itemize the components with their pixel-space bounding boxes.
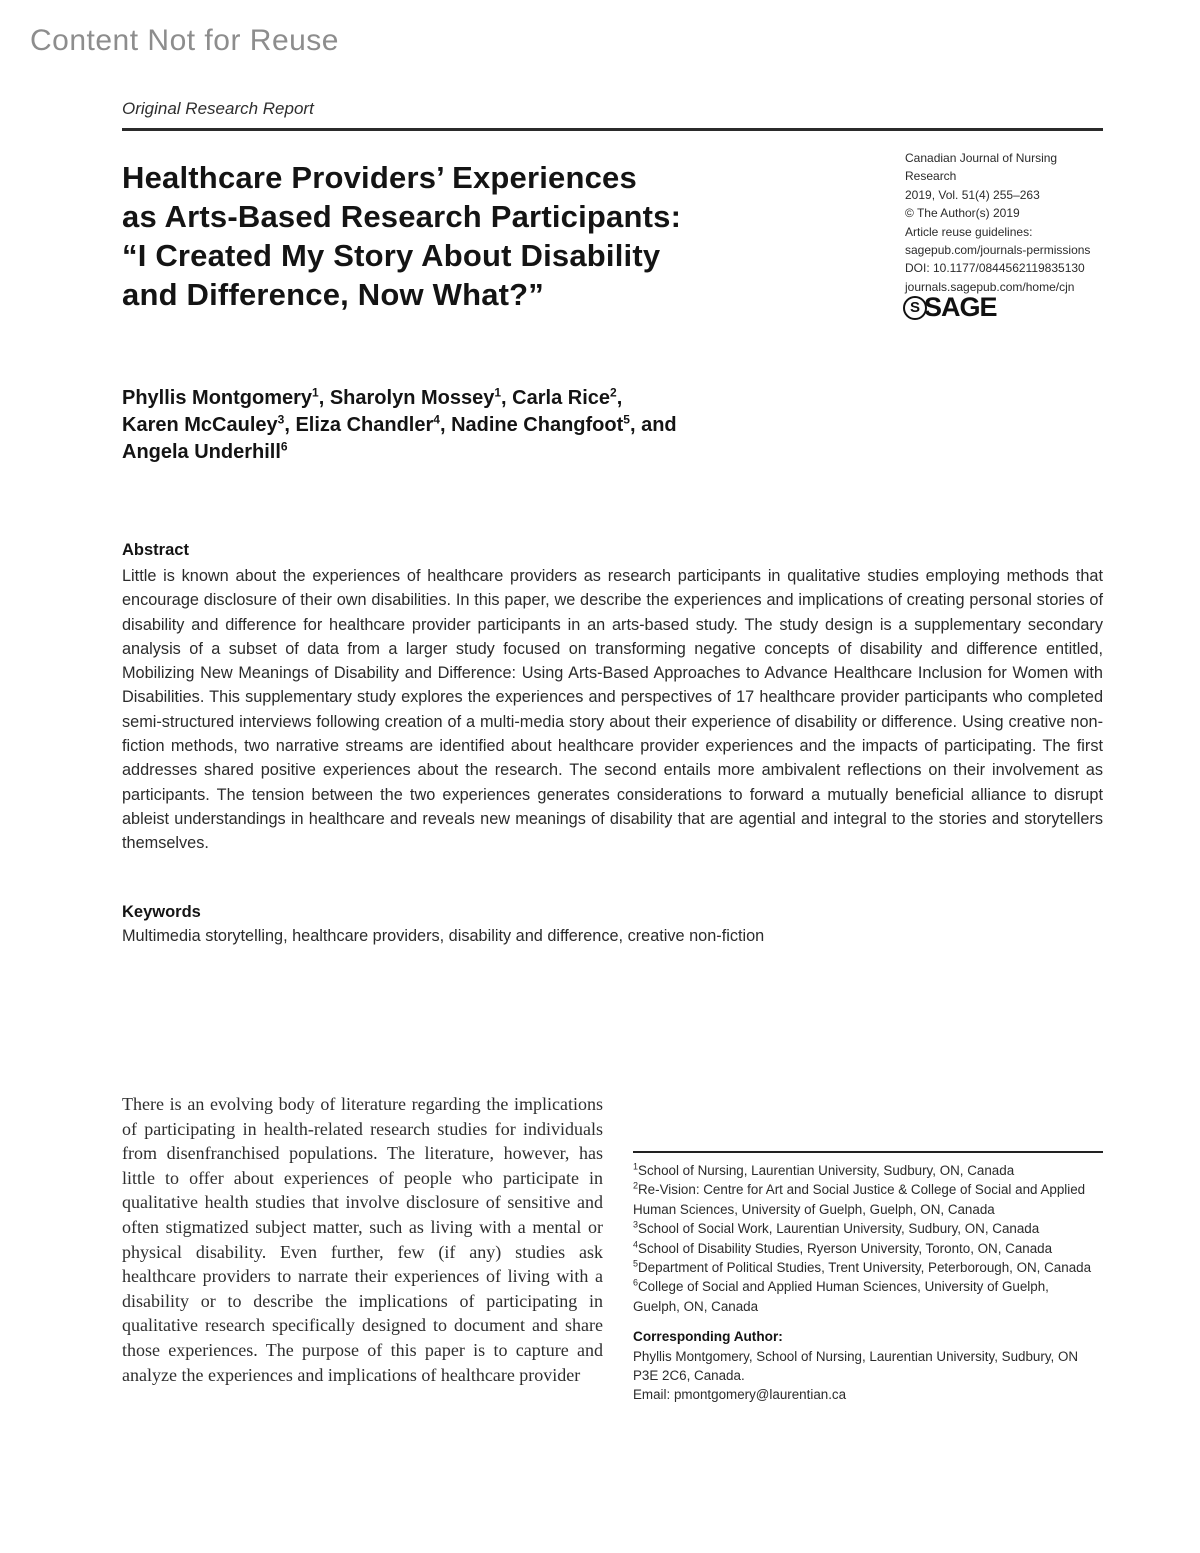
author-affiliation-mark: 3 xyxy=(277,412,285,427)
author-name: Carla Rice xyxy=(512,387,611,409)
affiliation-footnote xyxy=(633,1239,1095,1258)
author-name: Karen McCauley xyxy=(122,414,278,436)
author-name: Phyllis Montgomery xyxy=(122,387,313,409)
journal-name-line: Canadian Journal of Nursing xyxy=(905,151,1058,165)
author-name: Nadine Changfoot xyxy=(451,414,624,436)
author-name: Sharolyn Mossey xyxy=(329,387,495,409)
author-line xyxy=(122,439,882,466)
footnotes-block xyxy=(633,1161,1095,1405)
body-paragraph: There is an evolving body of literature regarding the implications of participating in health-related research studies for individuals from disenfranchised populations. The literature, however, has little to offer about experiences of people who participate in qualitative health studies that involve disclosure of sensitive and often stigmatized subject matter, such as living with a mental or physical disability. Even further, few (if any) studies ask healthcare providers to narrate their experiences of living with a disability or to describe the implications of participating in qualitative research specifically designed to document and share those experiences. The purpose of this paper is to capture and analyze the experiences and implications of healthcare provider xyxy=(122,1094,603,1385)
footnote-text: Re-Vision: Centre for Art and Social Justice & College of Social and Applied Human Sciences, University of Guelph, Guelph, ON, Canada xyxy=(633,1182,1086,1217)
author-separator: , and xyxy=(629,414,677,436)
watermark: Content Not for Reuse xyxy=(30,24,339,57)
author-affiliation-mark: 1 xyxy=(494,385,502,400)
affiliation-footnote xyxy=(633,1258,1095,1277)
journal-homepage-link[interactable]: journals.sagepub.com/home/cjn xyxy=(905,279,1075,294)
footnote-text: School of Social Work, Laurentian University, Sudbury, ON, Canada xyxy=(638,1221,1040,1237)
journal-volume-line: 2019, Vol. 51(4) 255–263 xyxy=(905,187,1040,202)
corresponding-author-text: Phyllis Montgomery, School of Nursing, Laurentian University, Sudbury, ON P3E 2C6, Canada. xyxy=(633,1348,1079,1384)
footnote-mark: 1 xyxy=(633,1161,639,1172)
affiliation-footnote xyxy=(633,1219,1095,1238)
author-separator: , xyxy=(616,387,623,409)
author-separator: , xyxy=(501,387,513,409)
author-list xyxy=(122,385,882,466)
journal-citation-block xyxy=(905,149,1127,296)
author-line xyxy=(122,412,882,439)
abstract-heading: Abstract xyxy=(122,541,189,559)
author-separator: , xyxy=(318,387,330,409)
author-affiliation-mark: 4 xyxy=(433,412,440,427)
footnote-mark: 6 xyxy=(633,1277,639,1288)
author-affiliation-mark: 5 xyxy=(623,412,630,427)
author-affiliation-mark: 2 xyxy=(610,385,617,400)
article-title xyxy=(122,158,882,314)
article-type-label: Original Research Report xyxy=(122,99,314,118)
author-affiliation-mark: 1 xyxy=(312,385,319,400)
footnote-text: School of Nursing, Laurentian University, Sudbury, ON, Canada xyxy=(638,1163,1015,1178)
journal-copyright-line: © The Author(s) 2019 xyxy=(905,206,1020,221)
keywords-heading: Keywords xyxy=(122,903,201,921)
footnote-rule xyxy=(633,1151,1103,1153)
journal-permissions-link[interactable]: sagepub.com/journals-permissions xyxy=(905,243,1091,258)
sage-logo xyxy=(903,292,997,323)
title-line: Healthcare Providers’ Experiences xyxy=(122,160,637,195)
journal-reuse-line: Article reuse guidelines: xyxy=(905,224,1033,239)
footnote-mark: 5 xyxy=(633,1258,639,1269)
footnote-text: College of Social and Applied Human Sciences, University of Guelph, Guelph, ON, Canada xyxy=(633,1279,1049,1314)
footnote-mark: 4 xyxy=(633,1239,639,1250)
header-rule xyxy=(122,128,1103,131)
title-line: as Arts-Based Research Participants: xyxy=(122,199,682,234)
affiliation-footnote xyxy=(633,1277,1095,1316)
footnote-text: Department of Political Studies, Trent University, Peterborough, ON, Canada xyxy=(638,1260,1092,1276)
footnote-text: School of Disability Studies, Ryerson University, Toronto, ON, Canada xyxy=(638,1240,1053,1256)
corresponding-author-heading: Corresponding Author: xyxy=(633,1329,783,1345)
email-label: Email: xyxy=(633,1387,674,1403)
footnote-mark: 2 xyxy=(633,1180,639,1191)
author-name: Eliza Chandler xyxy=(295,414,434,436)
title-line: “I Created My Story About Disability xyxy=(122,238,661,273)
email-link[interactable]: pmontgomery@laurentian.ca xyxy=(673,1387,847,1403)
keywords-text: Multimedia storytelling, healthcare providers, disability and difference, creative non-fiction xyxy=(122,927,765,945)
sage-logo-text: SAGE xyxy=(924,292,997,322)
author-affiliation-mark: 6 xyxy=(280,439,288,454)
title-line: and Difference, Now What?” xyxy=(122,277,545,312)
author-name: Angela Underhill xyxy=(122,441,281,463)
affiliation-footnote xyxy=(633,1161,1095,1180)
corresponding-author-email-line xyxy=(633,1385,1095,1404)
abstract-text: Little is known about the experiences of healthcare providers as research participants in qualitative studies employing methods that encourage disclosure of their own disabilities. In this paper, we describe the experiences and implications of creating personal stories of disability and difference for healthcare provider participants in an arts-based study. The study design is a supplementary secondary analysis of a subset of data from a larger study focused on transforming negative concepts of disability and difference entitled, Mobilizing New Meanings of Disability and Difference: Using Arts-Based Approaches to Advance Healthcare Inclusion for Women with Disabilities. This supplementary study explores the experiences and perspectives of 17 healthcare provider participants who completed semi-structured interviews following creation of a multi-media story about their experience of disability or difference. Using creative non-fiction methods, two narrative streams are identified about healthcare provider experiences and the impacts of participating. The first addresses shared positive experiences about the research. The second entails more ambivalent reflections on their involvement as participants. The tension between the two experiences generates considerations to forward a mutually beneficial alliance to disrupt ableist understandings in healthcare and reveals new meanings of disability that are agential and integral to the stories and storytellers themselves. xyxy=(122,567,1103,853)
journal-doi-line: DOI: 10.1177/0844562119835130 xyxy=(905,261,1085,276)
sage-logo-s-icon: S xyxy=(903,296,927,320)
journal-name-line: Research xyxy=(905,169,957,184)
author-line xyxy=(122,385,882,412)
footnote-mark: 3 xyxy=(633,1219,639,1230)
author-separator: , xyxy=(439,414,452,436)
affiliation-footnote xyxy=(633,1180,1095,1219)
author-separator: , xyxy=(284,414,296,436)
